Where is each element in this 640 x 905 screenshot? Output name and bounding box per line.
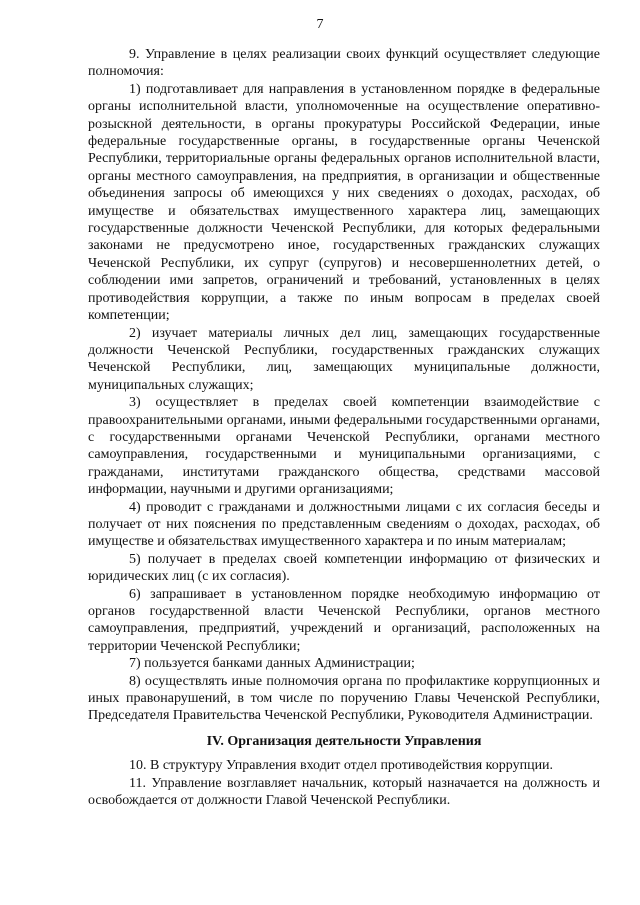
paragraph-item-5: 5) получает в пределах своей компетенции информацию от физических и юридических лиц (с их согласия). xyxy=(88,551,600,585)
page-number: 7 xyxy=(316,17,324,32)
section-heading: IV. Организация деятельности Управления xyxy=(206,733,482,749)
paragraph-10: 10. В структуру Управления входит отдел противодействия коррупции. xyxy=(129,758,554,774)
paragraph-item-6: 6) запрашивает в установленном порядке необходимую информацию от органов государственной власти Чеченской Республики, органов местного самоуправления, предприятий, учреждений и организаций, расположенных на территории Чеченской Республики; xyxy=(88,586,600,654)
paragraph-9-intro: 9. Управление в целях реализации своих функций осуществляет следующие полномочия: xyxy=(88,47,600,80)
paragraph-item-1: 1) подготавливает для направления в установленном порядке в федеральные органы исполнительной власти, уполномоченные на осуществление оперативно-розыскной деятельности, в органы прокуратуры Российской Федерации, иные федеральные государственные органы, в государственные органы Чеченской Республики, территориальные органы федеральных органов исполнительной власти, органы местного самоуправления, на предприятия, в организации и общественные объединения запросы об имеющихся у них сведениях о доходах, расходах, об имуществе и обязательствах имущественного характера лиц, замещающих государственные должности Чеченской Республики, для которых федеральными законами не предусмотрено иное, государственных гражданских служащих Чеченской Республики, их супруг (супругов) и несовершеннолетних детей, о соблюдении ими запретов, ограничений и требований, установленных в целях противодействия коррупции, а также по иным вопросам в пределах своей компетенции; xyxy=(88,81,600,324)
document-body xyxy=(88,46,600,809)
paragraph-11: 11. Управление возглавляет начальник, который назначается на должность и освобождается от должности Главой Чеченской Республики. xyxy=(88,775,600,809)
paragraph-item-7: 7) пользуется банками данных Администрации; xyxy=(129,656,415,672)
paragraph-item-4: 4) проводит с гражданами и должностными лицами с их согласия беседы и получает от них пояснения по представленным сведениям о доходах, расходах, об имуществе и обязательствах имущественного характера и по иным материалам; xyxy=(88,499,600,550)
paragraph-item-2: 2) изучает материалы личных дел лиц, замещающих государственные должности Чеченской Республики, государственных гражданских служащих Чеченской Республики, лиц, замещающих муниципальные должности, муниципальных служащих; xyxy=(88,325,600,393)
paragraph-item-3: 3) осуществляет в пределах своей компетенции взаимодействие с правоохранительными органами, иными федеральными государственными органами, с государственными органами Чеченской Республики, органами местного самоуправления, государственными и муниципальными организациями, с гражданами, институтами гражданского общества, средствами массовой информации, научными и другими организациями; xyxy=(88,395,600,498)
paragraph-item-8: 8) осуществлять иные полномочия органа по профилактике коррупционных и иных правонарушений, в том числе по поручению Главы Чеченской Республики, Председателя Правительства Чеченской Республики, Руководителя Администрации. xyxy=(88,673,600,724)
